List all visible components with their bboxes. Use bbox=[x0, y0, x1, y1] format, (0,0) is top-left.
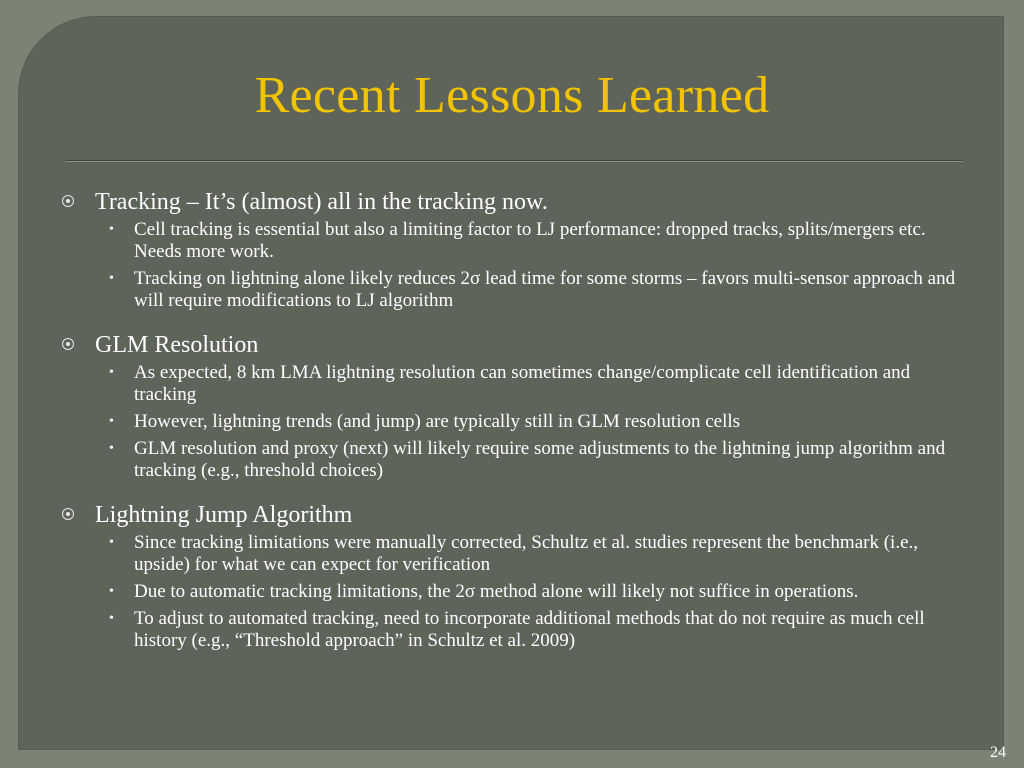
bullet-dot-icon: • bbox=[109, 365, 114, 380]
bullet-list bbox=[62, 219, 967, 312]
list-item-text: Due to automatic tracking limitations, the 2σ method alone will likely not suffice in operations. bbox=[134, 581, 859, 602]
list-item bbox=[62, 532, 967, 576]
list-item bbox=[62, 362, 967, 406]
section-heading bbox=[62, 187, 967, 217]
list-item bbox=[62, 268, 967, 312]
slide-content bbox=[62, 187, 967, 670]
bullet-list bbox=[62, 532, 967, 652]
list-item-text: To adjust to automated tracking, need to incorporate additional methods that do not require as much cell history (e.g., “Threshold approach” in Schultz et al. 2009) bbox=[134, 608, 925, 651]
bullet-dot-icon: • bbox=[109, 611, 114, 626]
list-item bbox=[62, 411, 967, 433]
list-item-text: Cell tracking is essential but also a limiting factor to LJ performance: dropped tracks, splits/mergers etc. Needs more work. bbox=[134, 219, 926, 262]
list-item-text: Since tracking limitations were manually corrected, Schultz et al. studies represent the benchmark (i.e., upside) for what we can expect for verification bbox=[134, 532, 919, 575]
title-divider bbox=[66, 160, 963, 162]
list-item-text: GLM resolution and proxy (next) will likely require some adjustments to the lightning jump algorithm and tracking (e.g., threshold choices) bbox=[134, 438, 946, 481]
circled-dot-icon bbox=[62, 508, 74, 520]
slide-title: Recent Lessons Learned bbox=[254, 67, 770, 124]
list-item bbox=[62, 581, 967, 603]
list-item-text: However, lightning trends (and jump) are typically still in GLM resolution cells bbox=[134, 411, 741, 432]
bullet-dot-icon: • bbox=[109, 584, 114, 599]
bullet-dot-icon: • bbox=[109, 535, 114, 550]
list-item-text: Tracking on lightning alone likely reduces 2σ lead time for some storms – favors multi-sensor approach and will require modifications to LJ algorithm bbox=[134, 268, 956, 311]
section-heading-text: Lightning Jump Algorithm bbox=[95, 502, 353, 528]
section-glm-resolution bbox=[62, 330, 967, 482]
bullet-dot-icon: • bbox=[109, 441, 114, 456]
list-item bbox=[62, 608, 967, 652]
bullet-dot-icon: • bbox=[109, 271, 114, 286]
section-heading bbox=[62, 330, 967, 360]
section-heading-text: Tracking – It’s (almost) all in the tracking now. bbox=[95, 189, 548, 215]
page-number: 24 bbox=[990, 744, 1006, 761]
section-tracking bbox=[62, 187, 967, 312]
bullet-dot-icon: • bbox=[109, 414, 114, 429]
circled-dot-icon bbox=[62, 195, 74, 207]
list-item bbox=[62, 219, 967, 263]
list-item-text: As expected, 8 km LMA lightning resolution can sometimes change/complicate cell identification and tracking bbox=[134, 362, 911, 405]
bullet-dot-icon: • bbox=[109, 222, 114, 237]
section-heading-text: GLM Resolution bbox=[95, 332, 259, 358]
circled-dot-icon bbox=[62, 338, 74, 350]
bullet-list bbox=[62, 362, 967, 482]
section-lightning-jump bbox=[62, 500, 967, 652]
section-heading bbox=[62, 500, 967, 530]
list-item bbox=[62, 438, 967, 482]
